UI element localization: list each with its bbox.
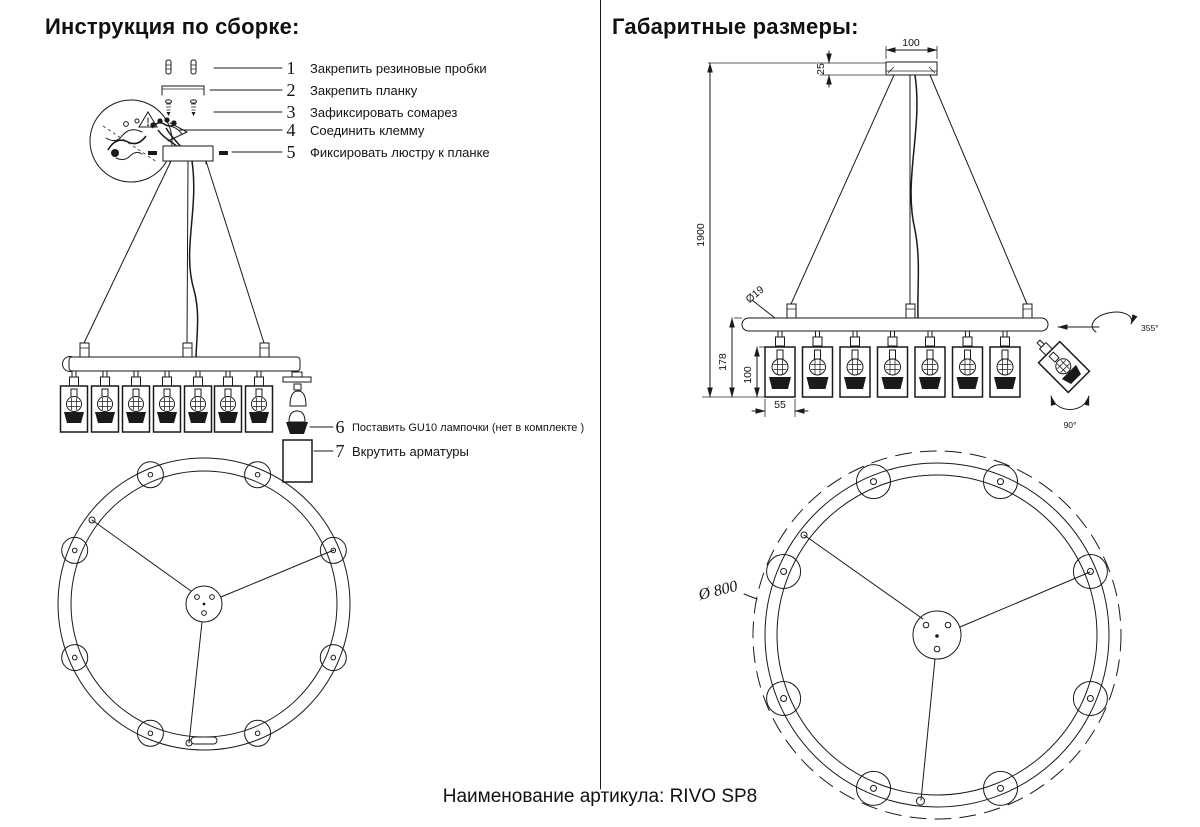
step-label: Закрепить резиновые пробки (310, 61, 487, 76)
suspension-cables-right (787, 75, 1032, 318)
dim-value: Ø 800 (696, 577, 740, 604)
lamp-side-view (953, 331, 983, 397)
step-number: 4 (286, 120, 296, 140)
step-label: Соединить клемму (310, 123, 425, 138)
lamp-bar-left (61, 357, 301, 433)
step-number: 3 (286, 102, 296, 122)
dim-value: 90° (1063, 420, 1077, 430)
connection-detail-circle (90, 100, 187, 182)
lamp-side-view (61, 371, 88, 432)
lamp-side-view (215, 371, 242, 432)
dim-value: 1900 (695, 223, 707, 247)
ring-lamp-hole (245, 720, 271, 746)
dim-value: 100 (902, 37, 920, 49)
assembly-drawing (58, 58, 584, 750)
dim-value: Ø19 (743, 283, 767, 306)
ring-lamp-hole (137, 462, 163, 488)
step-number: 2 (286, 80, 296, 100)
left-panel-title: Инструкция по сборке: (45, 14, 300, 39)
ring-lamp-hole (62, 537, 88, 563)
step-label: Фиксировать люстру к планке (310, 145, 490, 160)
dimension-drawing (695, 37, 1159, 819)
ring-lamp-hole (984, 465, 1018, 499)
ring-lamp-hole (767, 682, 801, 716)
exploded-lamp-parts (283, 372, 584, 482)
dim-canopy-thickness (708, 51, 886, 87)
lamp-side-view (92, 371, 119, 432)
lamp-bar-right (742, 318, 1048, 397)
lamp-side-view (990, 331, 1020, 397)
power-cord (190, 161, 198, 357)
lamp-side-view (803, 331, 833, 397)
rubber-plugs-part (166, 60, 196, 74)
lamp-side-view (878, 331, 908, 397)
lamp-side-view (915, 331, 945, 397)
lamp-shade-armature (283, 440, 312, 482)
mounting-strap-part (162, 86, 204, 95)
dim-canopy-width (886, 37, 937, 59)
canopy-plate-right (886, 62, 937, 75)
dim-shade-width (752, 399, 808, 417)
dim-value: 25 (815, 63, 827, 75)
ring-lamp-hole (137, 720, 163, 746)
dim-value: 55 (774, 399, 786, 411)
article-name-label: Наименование артикула: RIVO SP8 (442, 786, 758, 807)
lamp-side-view (840, 331, 870, 397)
gu10-bulb (289, 411, 305, 422)
screws-part (166, 100, 197, 116)
ring-lamp-hole (245, 462, 271, 488)
lamp-side-view (765, 331, 795, 397)
dim-value: 178 (717, 353, 729, 371)
ring-lamp-hole (1073, 555, 1107, 589)
step-label: Поставить GU10 лампочки (нет в комплекте ) (352, 422, 585, 434)
ring-lamp-hole (767, 555, 801, 589)
power-cord (911, 75, 918, 318)
ring-lamp-hole (1073, 682, 1107, 716)
step-label: Вкрутить арматуры (352, 444, 469, 459)
lamp-side-view (123, 371, 150, 432)
lamp-side-view (185, 371, 212, 432)
dim-value: 355° (1141, 323, 1159, 333)
dim-shade-height (742, 347, 765, 397)
dim-ring-diameter (696, 578, 757, 604)
ring-lamp-hole (857, 465, 891, 499)
step-label: Зафиксировать сомарез (310, 105, 458, 120)
step-number: 7 (335, 441, 345, 461)
lamp-socket (290, 391, 306, 406)
rotation-90-annotation (1051, 396, 1089, 430)
suspension-cables-left (80, 161, 269, 357)
dim-fixture-height (717, 318, 742, 397)
ring-top-view-right (753, 451, 1121, 819)
dim-value: 100 (742, 366, 754, 384)
lamp-side-view (246, 371, 273, 432)
step-number: 1 (286, 58, 296, 78)
swivel-lamp (1028, 331, 1090, 393)
ring-top-view-left (58, 458, 350, 750)
ring-connector-box (191, 737, 217, 744)
step-label: Закрепить планку (310, 83, 418, 98)
ring-lamp-hole (62, 645, 88, 671)
right-panel-title: Габаритные размеры: (612, 14, 859, 39)
ring-lamp-hole (320, 645, 346, 671)
step-number: 5 (286, 142, 296, 162)
rotation-355-annotation (1058, 312, 1159, 333)
lamp-side-view (154, 371, 181, 432)
step-callouts (180, 58, 490, 162)
step-number: 6 (335, 417, 345, 437)
